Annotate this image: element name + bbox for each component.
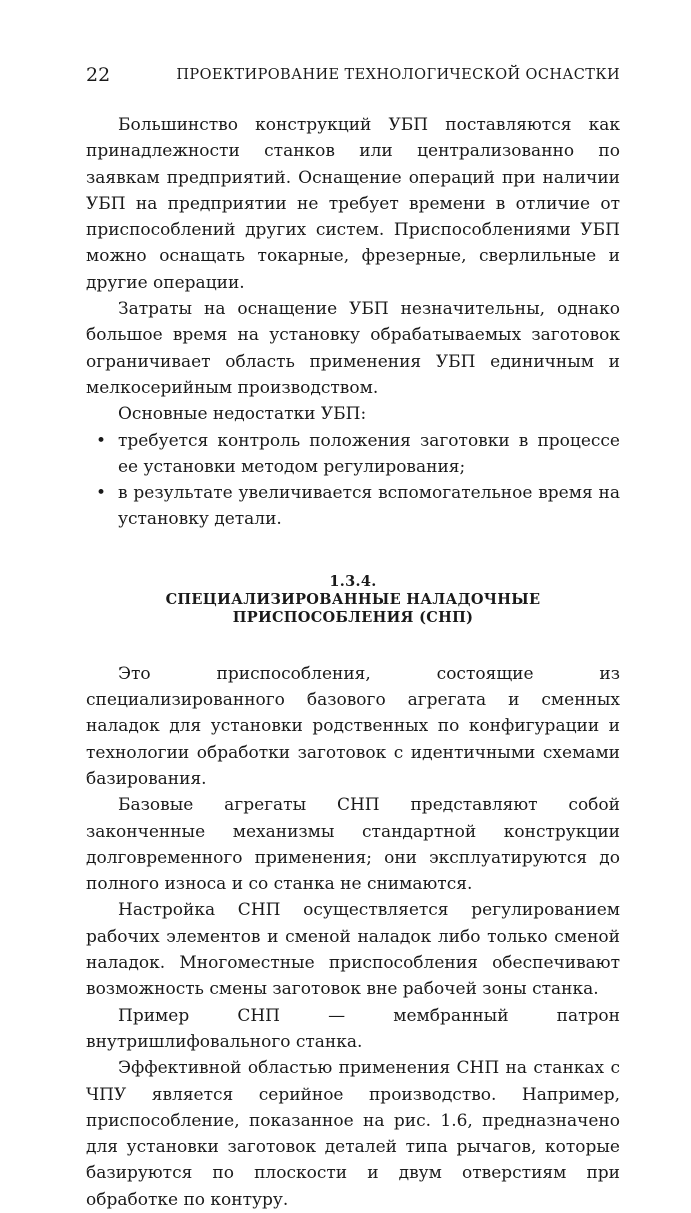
section-heading — [86, 573, 620, 627]
running-head — [86, 62, 620, 88]
paragraph: Базовые агрегаты СНП представляют собой законченные механизмы стандартной конструкции долговременного применения; они эксплуатируются до полного износа и со станка не снимаются. — [86, 795, 620, 895]
paragraph: Настройка СНП осуществляется регулированием рабочих элементов и сменой наладок либо только сменой наладок. Многоместные приспособления обеспечивают возможность смены заготовок вне рабочей зоны станка. — [86, 900, 620, 1000]
running-title: ПРОЕКТИРОВАНИЕ ТЕХНОЛОГИЧЕСКОЙ ОСНАСТКИ — [176, 67, 620, 83]
list-item-text: требуется контроль положения заготовки в процессе ее установки методом регулирования; — [118, 430, 620, 477]
body-text — [86, 112, 620, 1213]
list-item — [86, 480, 620, 533]
list-item — [86, 428, 620, 481]
paragraph: Эффективной областью применения СНП на станках с ЧПУ является серийное производство. Например, приспособление, показанное на рис. 1.6, предназначено для установки заготовок деталей типа рычагов, которые базируются по плоскости и двум отверстиям при обработке по контуру. — [86, 1058, 620, 1210]
paragraph: Основные недостатки УБП: — [118, 404, 367, 425]
paragraph: Большинство конструкций УБП поставляются как принадлежности станков или централизованно по заявкам предприятий. Оснащение операций при наличии УБП на предприятии не требует времени в отличие от приспособлений других систем. Приспособлениями УБП можно оснащать токарные, фрезерные, сверлильные и другие операции. — [86, 115, 620, 293]
bullet-icon: • — [96, 483, 107, 504]
page-number: 22 — [86, 64, 111, 86]
bullet-icon: • — [96, 430, 107, 451]
list-item-text: в результате увеличивается вспомогательное время на установку детали. — [118, 483, 620, 530]
bullet-list — [86, 428, 620, 533]
section-title-line-2: ПРИСПОСОБЛЕНИЯ (СНП) — [232, 608, 474, 626]
section-title-line-1: СПЕЦИАЛИЗИРОВАННЫЕ НАЛАДОЧНЫЕ — [165, 590, 541, 608]
paragraph: Затраты на оснащение УБП незначительны, однако большое время на установку обрабатываемых заготовок ограничивает область применения УБП единичным и мелкосерийным производством. — [86, 299, 620, 398]
section-number: 1.3.4. — [329, 572, 377, 590]
paragraph: Пример СНП — мембранный патрон внутришлифовального станка. — [86, 1005, 620, 1052]
paragraph: Это приспособления, состоящие из специализированного базового агрегата и сменных наладок для установки родственных по конфигурации и технологии обработки заготовок с идентичными схемами базирования. — [86, 663, 620, 789]
